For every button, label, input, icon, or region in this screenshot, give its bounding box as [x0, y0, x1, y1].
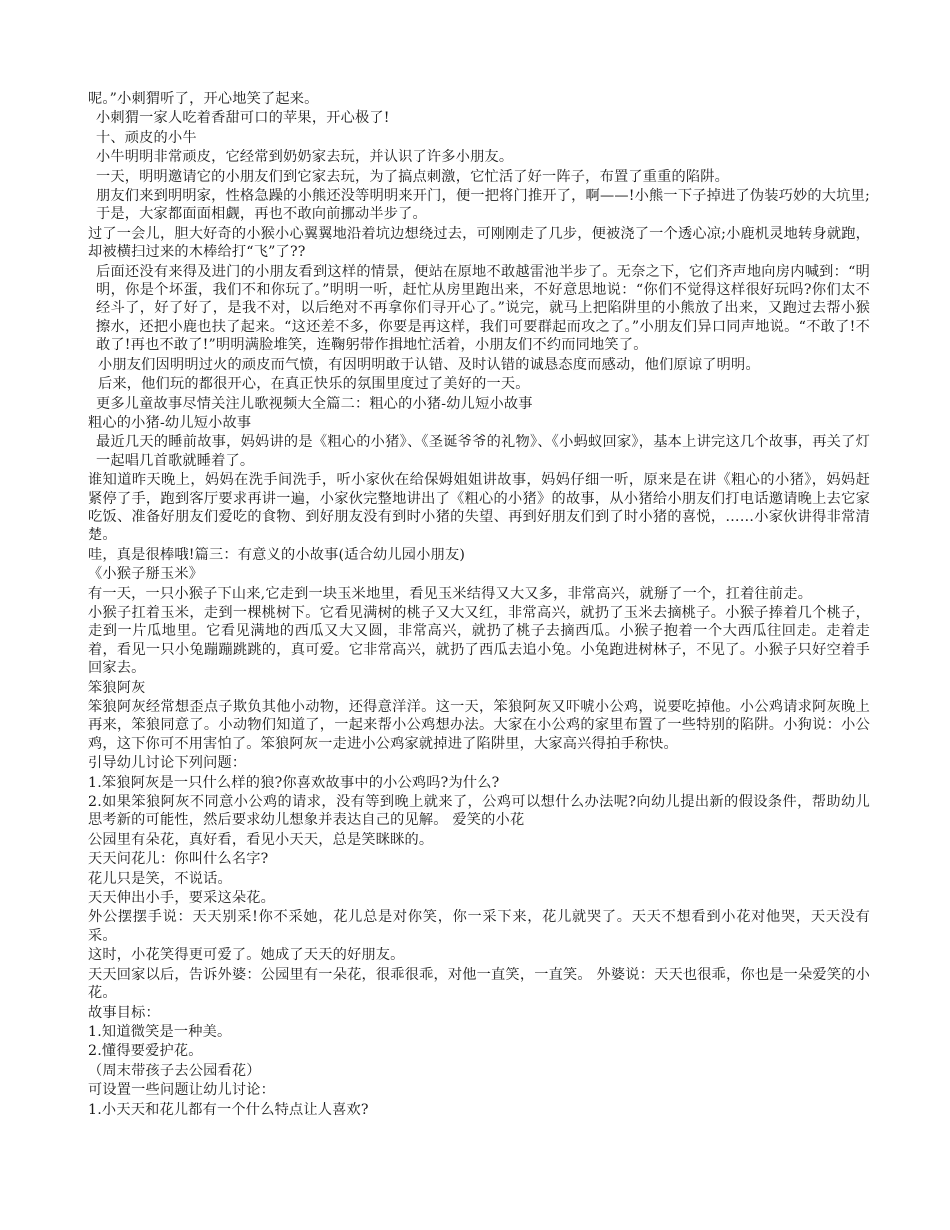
paragraph: 最近几天的睡前故事，妈妈讲的是《粗心的小猪》、《圣诞爷爷的礼物》、《小蚂蚁回家》，基本上讲完这几个故事，再关了灯一起唱几首歌就睡着了。 [96, 434, 870, 469]
paragraph: 小朋友们因明明过火的顽皮而气愤，有因明明敢于认错、及时认错的诚恳态度而感动，他们原谅了明明。 [98, 356, 760, 373]
paragraph: 2.如果笨狼阿灰不同意小公鸡的请求，没有等到晚上就来了，公鸡可以想什么办法呢?向幼儿提出新的假设条件，帮助幼儿思考新的可能性，然后要求幼儿想象并表达自己的见解。 爱笑的小花 [88, 794, 870, 829]
paragraph: 粗心的小猪-幼儿短小故事 [88, 414, 252, 431]
paragraph: 谁知道昨天晚上，妈妈在洗手间洗手，听小家伙在给保姆姐姐讲故事，妈妈仔细一听，原来是在讲《粗心的小猪》，妈妈赶紧停了手，跑到客厅要求再讲一遍，小家伙完整地讲出了《粗心的小猪》的故事，从小猪给小朋友们打电话邀请晚上去它家吃饭、准备好朋友们爱吃的食物、到好朋友没有到时小猪的失望、再到好朋友们到了时小猪的喜悦，……小家伙讲得非常清楚。 [88, 472, 870, 544]
paragraph: 1.笨狼阿灰是一只什么样的狼?你喜欢故事中的小公鸡吗?为什么? [88, 774, 500, 791]
paragraph: 1.知道微笑是一种美。 [88, 1023, 232, 1040]
paragraph: 故事目标： [88, 1004, 160, 1021]
paragraph: 笨狼阿灰经常想歪点子欺负其他小动物，还得意洋洋。这一天，笨狼阿灰又吓唬小公鸡，说要吃掉他。小公鸡请求阿灰晚上再来，笨狼同意了。小动物们知道了，一起来帮小公鸡想办法。大家在小公鸡的家里布置了一些特别的陷阱。小狗说：小公鸡，这下你可不用害怕了。笨狼阿灰一走进小公鸡家就掉进了陷阱里，大家高兴得拍手称快。 [88, 699, 870, 752]
paragraph: 小猴子扛着玉米，走到一棵桃树下。它看见满树的桃子又大又红，非常高兴，就扔了玉米去摘桃子。小猴子捧着几个桃子，走到一片瓜地里。它看见满地的西瓜又大又圆，非常高兴，就扔了桃子去摘西瓜。小猴子抱着一个大西瓜往回走。走着走着，看见一只小兔蹦蹦跳跳的，真可爱。它非常高兴，就扔了西瓜去追小兔。小兔跑进树林子，不见了。小猴子只好空着手回家去。 [88, 604, 870, 677]
document-page [88, 90, 870, 1120]
paragraph: 过了一会儿，胆大好奇的小猴小心翼翼地沿着坑边想绕过去，可刚刚走了几步，便被浇了一个透心凉;小鹿机灵地转身就跑，却被横扫过来的木棒给打“飞”了?? [88, 225, 870, 261]
paragraph: 后来，他们玩的都很开心，在真正快乐的氛围里度过了美好的一天。 [98, 376, 530, 393]
paragraph: 更多儿童故事尽情关注儿歌视频大全篇二：粗心的小猪-幼儿短小故事 [96, 395, 533, 412]
paragraph: 呢。”小刺猬听了，开心地笑了起来。 [88, 91, 319, 107]
paragraph: 天天伸出小手，要采这朵花。 [88, 890, 276, 907]
paragraph: 花儿只是笑，不说话。 [88, 870, 232, 887]
paragraph: 朋友们来到明明家，性格急躁的小熊还没等明明来开门，便一把将门推开了，啊——!小熊一下子掉进了伪装巧妙的大坑里;于是，大家都面面相觑，再也不敢向前挪动半步了。 [96, 188, 870, 223]
paragraph: 1.小天天和花儿都有一个什么特点让人喜欢? [88, 1101, 369, 1118]
paragraph: 这时，小花笑得更可爱了。她成了天天的好朋友。 [88, 947, 405, 964]
paragraph: 引导幼儿讨论下列问题： [88, 755, 247, 772]
paragraph: 天天回家以后，告诉外婆：公园里有一朵花，很乖很乖，对他一直笑，一直笑。 外婆说：天天也很乖，你也是一朵爱笑的小花。 [88, 966, 870, 1002]
paragraph: 笨狼阿灰 [88, 679, 146, 696]
paragraph: 天天问花儿：你叫什么名字? [88, 851, 269, 868]
paragraph: 外公摆摆手说：天天别采!你不采她，花儿总是对你笑，你一采下来，花儿就哭了。天天不想看到小花对他哭，天天没有采。 [88, 909, 870, 944]
paragraph: 《小猴子掰玉米》 [88, 566, 204, 583]
paragraph: 哇，真是很棒哦!篇三：有意义的小故事(适合幼儿园小朋友) [88, 546, 466, 563]
paragraph: 十、顽皮的小牛 [96, 129, 197, 146]
paragraph: 有一天，一只小猴子下山来,它走到一块玉米地里，看见玉米结得又大又多，非常高兴，就掰了一个，扛着往前走。 [88, 585, 813, 602]
paragraph: 可设置一些问题让幼儿讨论： [88, 1082, 276, 1099]
paragraph: 公园里有朵花，真好看，看见小天天，总是笑眯眯的。 [88, 831, 434, 848]
paragraph: 后面还没有来得及进门的小朋友看到这样的情景，便站在原地不敢越雷池半步了。无奈之下，它们齐声地向房内喊到：“明明，你是个坏蛋，我们不和你玩了。”明明一听，赶忙从房里跑出来，不好意思地说：“你们不觉得这样很好玩吗?你们太不经斗了，好了好了，是我不对，以后绝对不再拿你们寻开心了。”说完，就马上把陷阱里的小熊放了出来，又跑过去帮小猴擦水，还把小鹿也扶了起来。“这还差不多，你要是再这样，我们可要群起而攻之了。”小朋友们异口同声地说。“不敢了!不敢了!再也不敢了!”明明满脸堆笑，连鞠躬带作揖地忙活着，小朋友们不约而同地笑了。 [96, 263, 870, 354]
paragraph: （周末带孩子去公园看花） [88, 1062, 261, 1079]
paragraph: 小牛明明非常顽皮，它经常到奶奶家去玩，并认识了许多小朋友。 [96, 149, 514, 166]
paragraph: 一天，明明邀请它的小朋友们到它家去玩，为了搞点刺激，它忙活了好一阵子，布置了重重的陷阱。 [96, 168, 730, 185]
paragraph: 小刺猬一家人吃着香甜可口的苹果，开心极了! [96, 110, 390, 127]
paragraph: 2.懂得要爱护花。 [88, 1043, 203, 1060]
